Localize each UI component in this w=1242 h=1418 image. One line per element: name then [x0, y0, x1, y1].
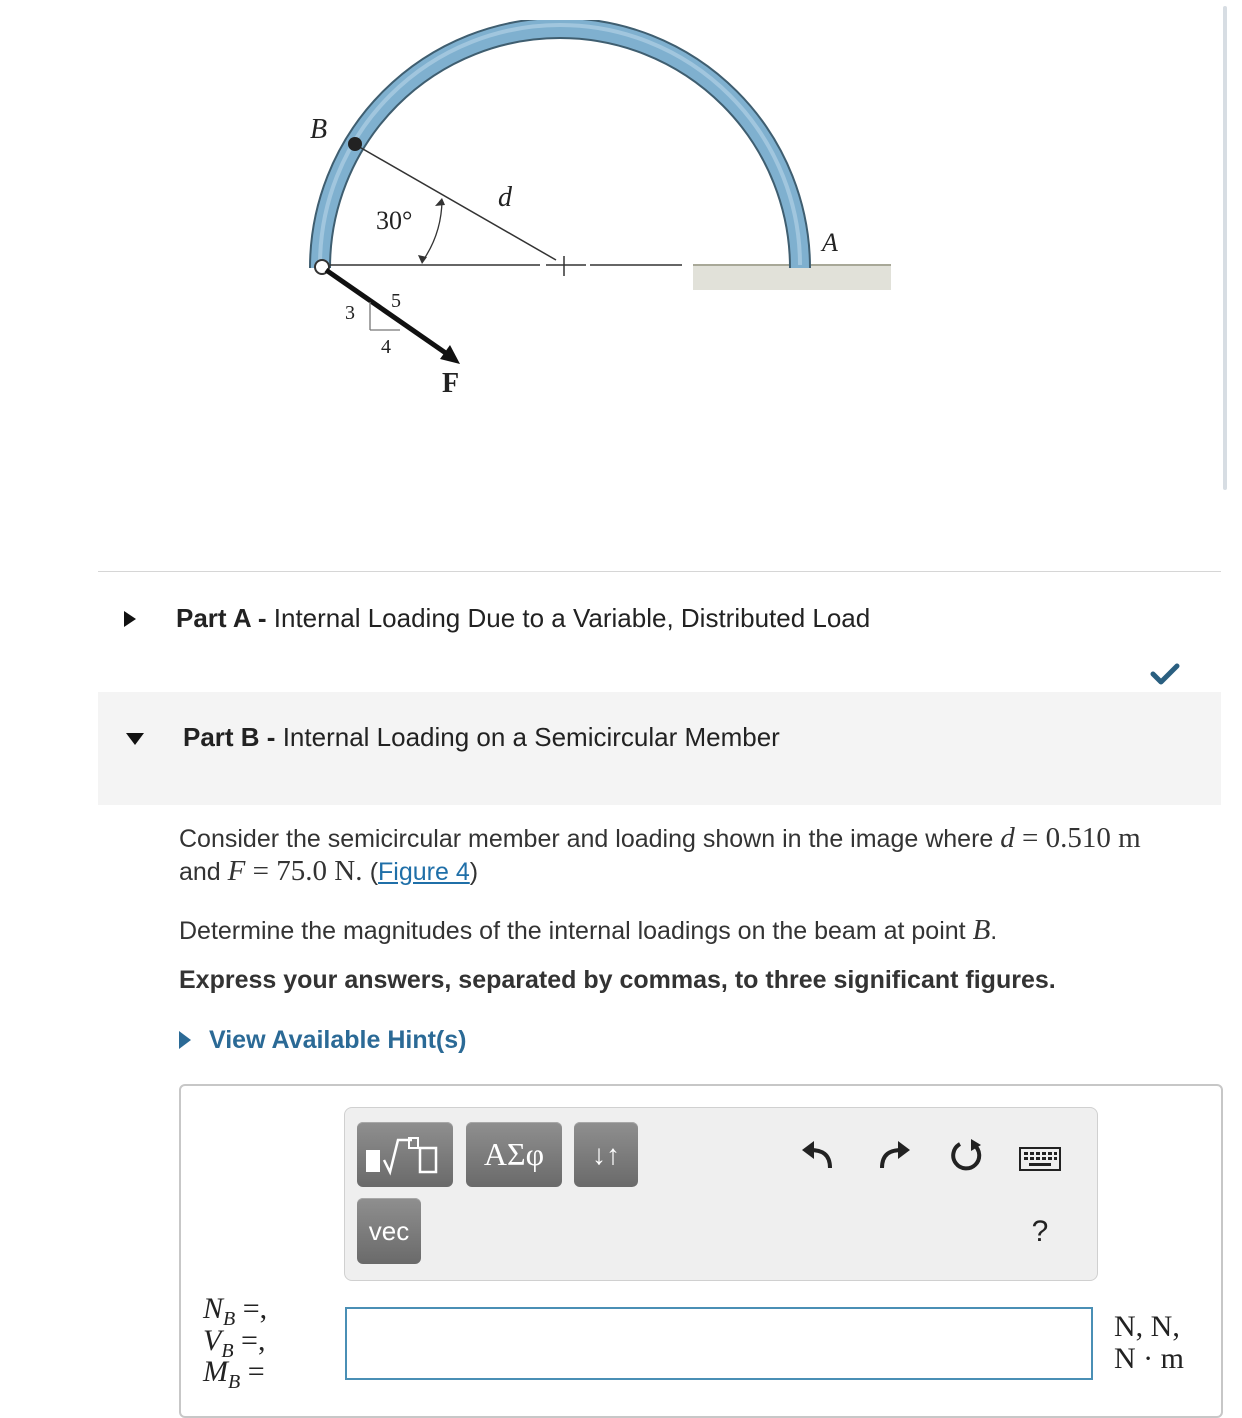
- point-B: [348, 137, 362, 151]
- label-NB: $N_B$ =,: [203, 1292, 268, 1330]
- figure-link[interactable]: Figure 4: [378, 858, 470, 886]
- label-VB: $V_B$ =,: [203, 1324, 266, 1362]
- slope-run: 4: [381, 336, 391, 358]
- label-d: d: [498, 182, 512, 213]
- units-line-2: N · m: [1114, 1342, 1184, 1375]
- templates-button[interactable]: [357, 1122, 453, 1187]
- divider: [98, 571, 1221, 572]
- units-line-1: N, N,: [1114, 1310, 1180, 1343]
- label-F: F: [442, 368, 460, 399]
- angle-label: 30°: [376, 206, 413, 235]
- part-b-title[interactable]: [183, 722, 780, 753]
- help-button[interactable]: ?: [1031, 1215, 1049, 1248]
- part-a-name: Internal Loading Due to a Variable, Distributed Load: [273, 603, 871, 633]
- scrollbar[interactable]: [1223, 6, 1227, 490]
- subscript-superscript-button[interactable]: ↓↑: [574, 1122, 638, 1187]
- part-b-name: Internal Loading on a Semicircular Member: [282, 722, 780, 752]
- label-B: B: [310, 114, 328, 145]
- part-b-prefix: Part B -: [183, 722, 276, 752]
- label-A: A: [822, 228, 838, 257]
- greek-symbols-button[interactable]: ΑΣφ: [466, 1122, 562, 1187]
- math-toolbar: [344, 1107, 1098, 1281]
- question-line-2: and F = 75.0 N. (Figure 4): [179, 855, 479, 887]
- question-line-1: Consider the semicircular member and loading shown in the image where d = 0.510 m: [179, 822, 1141, 854]
- figure-semicircular-member: [290, 20, 910, 415]
- slope-hyp: 5: [391, 290, 401, 312]
- collapse-icon[interactable]: [126, 733, 144, 745]
- slope-rise: 3: [345, 302, 355, 324]
- question-line-3: Determine the magnitudes of the internal loadings on the beam at point B.: [179, 914, 998, 946]
- hint-expand-icon: [179, 1031, 191, 1049]
- instruction: Express your answers, separated by commas, to three significant figures.: [179, 966, 1056, 994]
- reset-icon[interactable]: [944, 1136, 988, 1176]
- expand-icon[interactable]: [124, 611, 136, 627]
- part-a-prefix: Part A -: [176, 603, 267, 633]
- answer-input[interactable]: [345, 1307, 1093, 1380]
- view-hints-link[interactable]: [179, 1026, 466, 1055]
- keyboard-icon[interactable]: [1018, 1144, 1062, 1174]
- redo-icon[interactable]: [872, 1136, 916, 1176]
- undo-icon[interactable]: [796, 1136, 840, 1176]
- templates-icon: [360, 1130, 450, 1180]
- hint-label: View Available Hint(s): [209, 1026, 467, 1054]
- vector-button[interactable]: vec: [357, 1198, 421, 1264]
- part-a-title[interactable]: [176, 603, 870, 634]
- check-icon: [1150, 662, 1180, 686]
- label-MB: $M_B$ =: [203, 1355, 265, 1393]
